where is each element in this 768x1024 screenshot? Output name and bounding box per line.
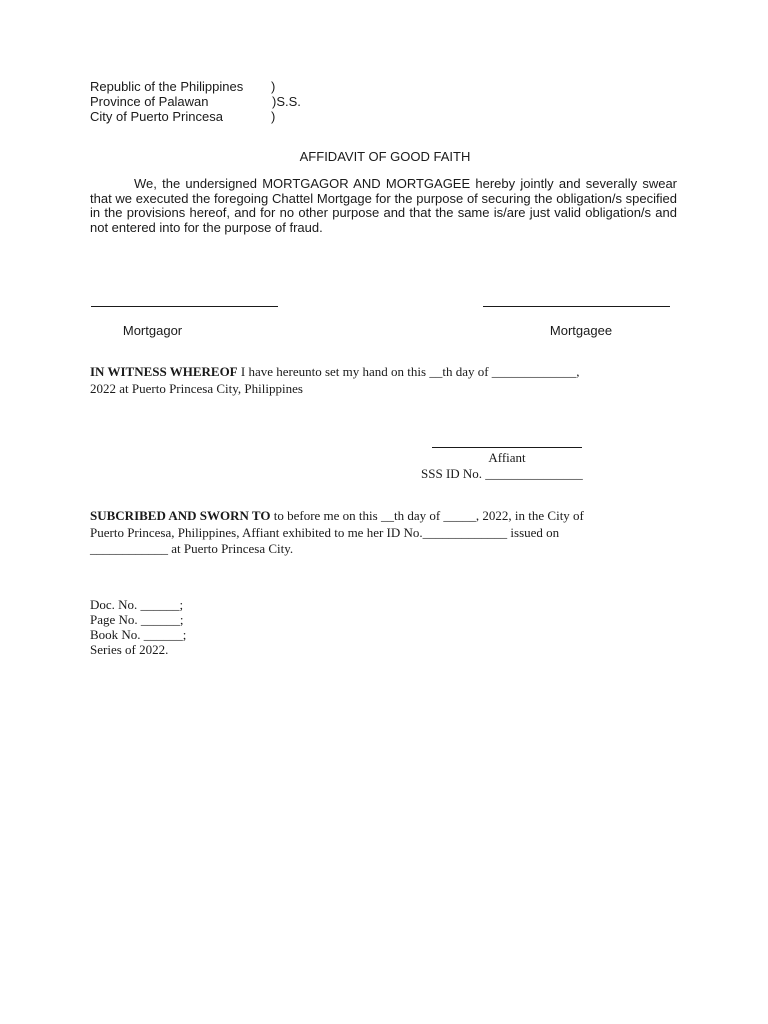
jurat-line-2: Puerto Princesa, Philippines, Affiant exhibited to me her ID No._____________ issued on — [90, 524, 560, 540]
jurat-line-1: to before me on this __th day of _____, 2022, in the City of — [270, 508, 584, 523]
venue-mark: ) — [271, 109, 276, 124]
affiant-label: Affiant — [488, 450, 526, 465]
intro-paragraph: We, the undersigned MORTGAGOR AND MORTGAGEE hereby jointly and severally swear that we executed the foregoing Chattel Mortgage for the purpose of securing the obligation/s specified in the provisions hereof, and for no other purpose and that the same is/are just valid obligation/s and not entered into for the purpose of fraud. — [90, 176, 677, 235]
book-number-line: Book No. ______; — [90, 627, 187, 642]
doc-number-line: Doc. No. ______; — [90, 597, 184, 612]
jurat-lead: SUBCRIBED AND SWORN TO — [90, 508, 271, 523]
venue-label: Province of Palawan — [90, 94, 209, 109]
venue-label: Republic of the Philippines — [90, 79, 244, 94]
witness-lead: IN WITNESS WHEREOF — [90, 364, 238, 379]
document-title: AFFIDAVIT OF GOOD FAITH — [299, 149, 471, 164]
series-line: Series of 2022. — [90, 642, 169, 657]
document-title-wrapper — [0, 149, 768, 164]
mortgagee-label: Mortgagee — [549, 323, 613, 338]
affiant-signature-line — [432, 437, 582, 448]
mortgagor-signature-line — [91, 297, 278, 307]
jurat-line-3: ____________ at Puerto Princesa City. — [90, 541, 294, 557]
sss-id-line: SSS ID No. _______________ — [421, 466, 583, 481]
venue-label: City of Puerto Princesa — [90, 109, 223, 124]
page-number-line: Page No. ______; — [90, 612, 184, 627]
witness-paragraph — [90, 364, 690, 397]
jurat-paragraph — [90, 508, 690, 558]
notarial-register — [90, 597, 186, 657]
venue-mark: )S.S. — [272, 94, 301, 109]
mortgagee-signature-line — [483, 297, 670, 307]
venue-mark: ) — [271, 79, 276, 94]
witness-line-2: 2022 at Puerto Princesa City, Philippines — [90, 380, 303, 396]
witness-line-1: I have hereunto set my hand on this __th day of _____________, — [237, 364, 580, 379]
mortgagor-label: Mortgagor — [122, 323, 183, 338]
